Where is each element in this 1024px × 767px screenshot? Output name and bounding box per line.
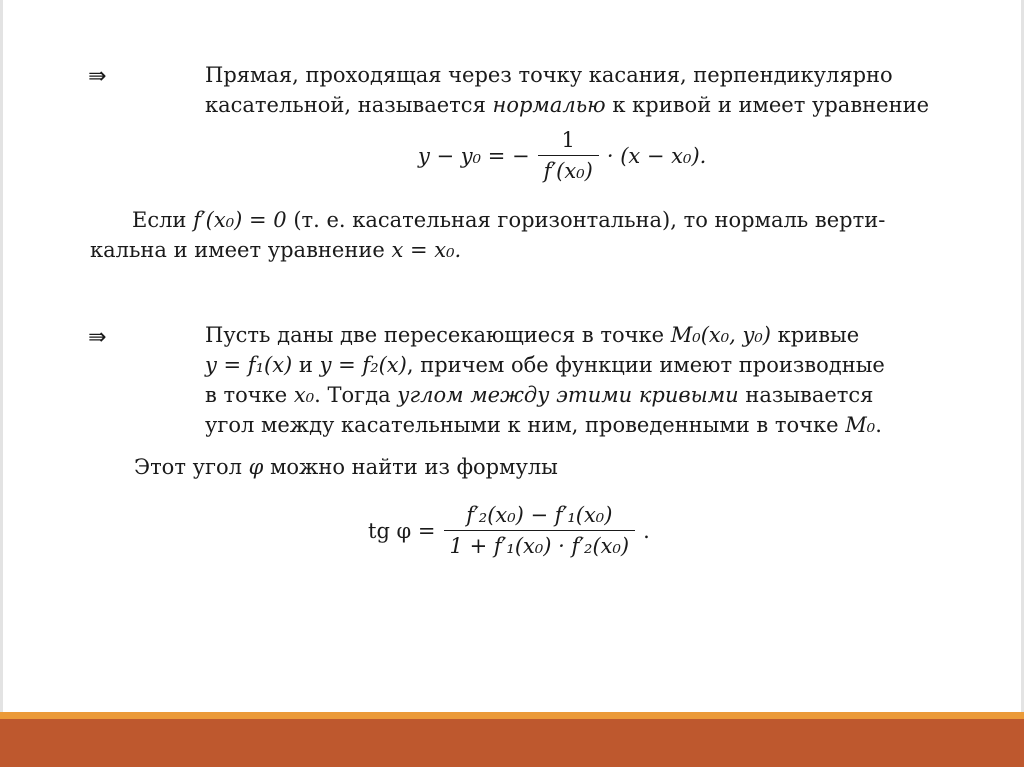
term-angle-between-curves: углом между этими кривыми: [397, 383, 739, 407]
implies-arrow-icon: ⇛: [88, 325, 107, 350]
vertical-normal-note-line2: кальна и имеет уравнение x = x₀.: [90, 238, 462, 262]
normal-equation: y − y₀ = − $\frac{1}{\text{f′(x₀)}}$ · (x − x₀).: [418, 125, 706, 186]
formula-intro: Этот угол φ можно найти из формулы: [134, 455, 558, 479]
angle-definition-line1: Пусть даны две пересекающиеся в точке M₀(x₀, y₀) кривые: [205, 323, 860, 347]
angle-definition-line4: угол между касательными к ним, проведенными в точке M₀.: [205, 413, 882, 437]
footer-band: [0, 719, 1024, 767]
angle-definition-line2: y = f₁(x) и y = f₂(x), причем обе функции имеют производные: [205, 353, 885, 377]
normal-definition-line1: Прямая, проходящая через точку касания, перпендикулярно: [205, 63, 893, 87]
angle-formula-fraction: $\frac{\text{f′₂(x₀) − f′₁(x₀)}}{\text{1 + f′₁(x₀) · f′₂(x₀)}}$: [444, 500, 636, 561]
angle-definition-line3: в точке x₀. Тогда углом между этими кривыми называется: [205, 383, 874, 407]
term-normal: нормалью: [492, 93, 606, 117]
angle-definition: [205, 320, 885, 440]
vertical-normal-note-line1: Если f′(x₀) = 0 (т. е. касательная горизонтальна), то нормаль верти-: [132, 208, 886, 232]
normal-equation-fraction: $\frac{1}{\text{f′(x₀)}}$: [538, 125, 599, 186]
footer-accent-line: [0, 712, 1024, 719]
implies-arrow-icon: ⇛: [88, 64, 107, 89]
vertical-normal-note: [90, 205, 960, 265]
normal-definition-line2: касательной, называется нормалью к кривой и имеет уравнение: [205, 93, 929, 117]
normal-definition: [205, 60, 929, 120]
angle-formula: tg φ = $\frac{\text{f′₂(x₀) − f′₁(x₀)}}{\text{1 + f′₁(x₀) · f′₂(x₀)}}$ .: [368, 500, 650, 561]
